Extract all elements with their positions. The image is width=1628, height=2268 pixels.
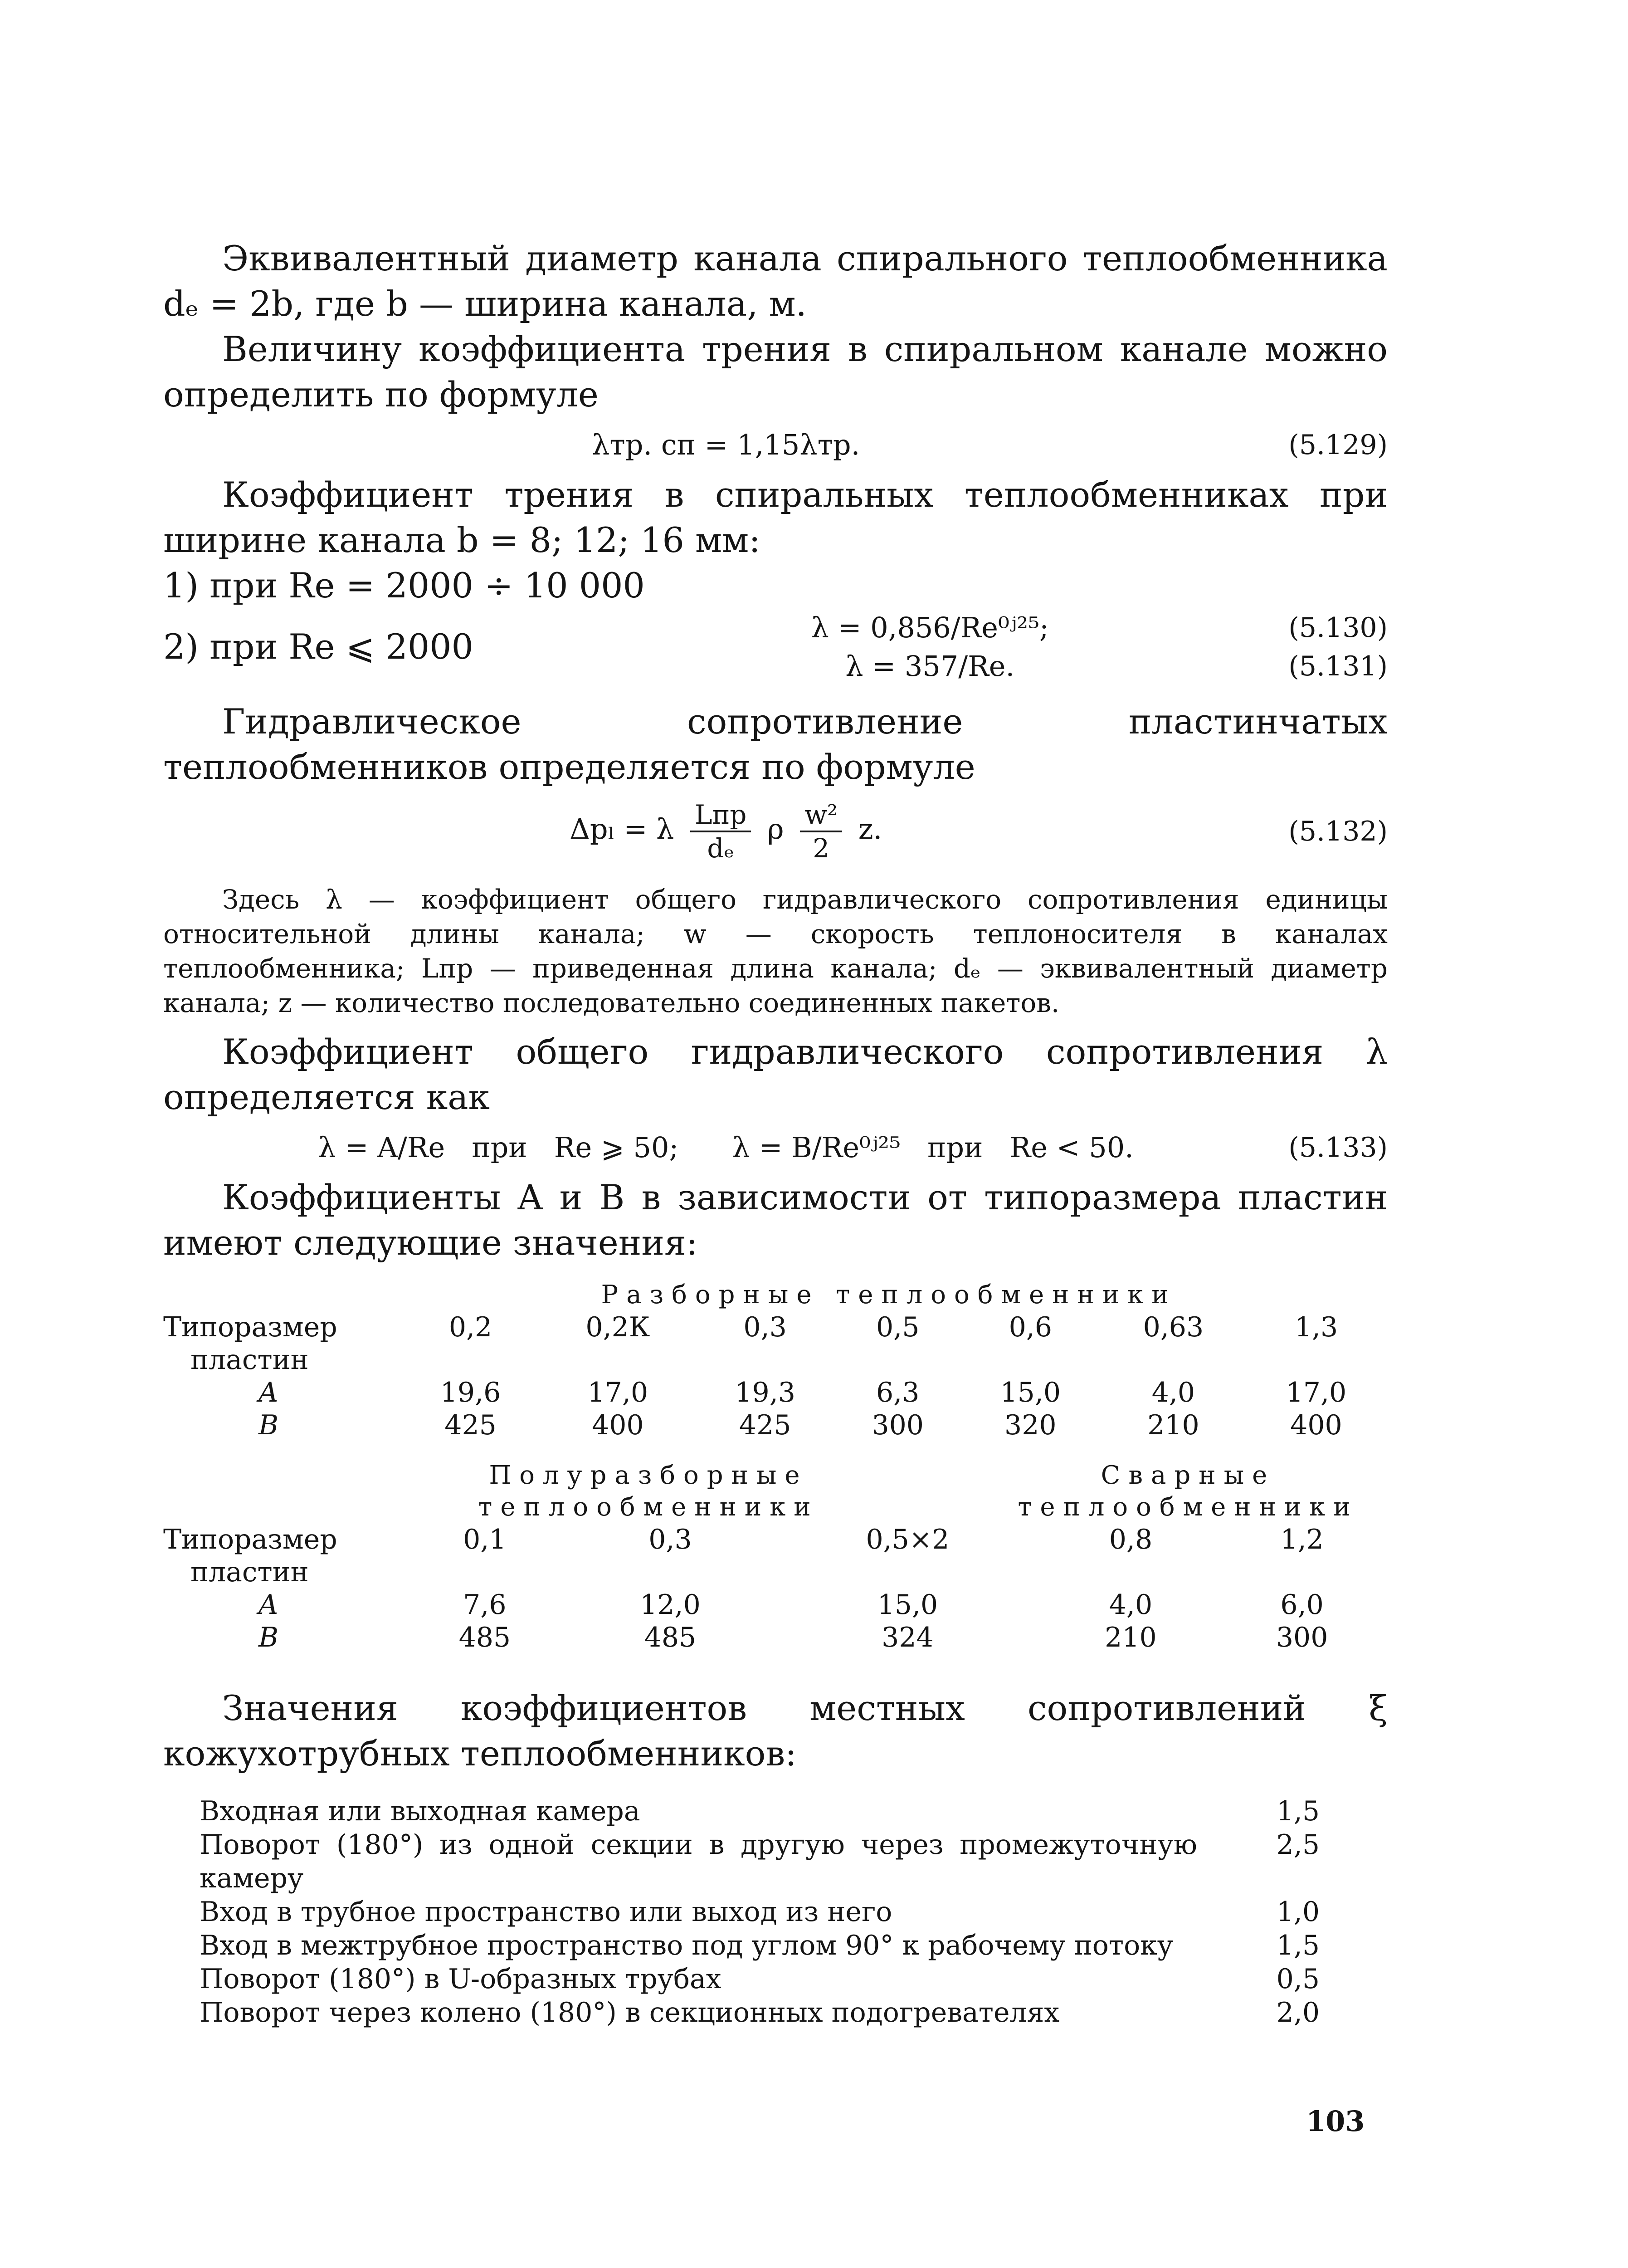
list-item [200, 1895, 1333, 1929]
list-item-text: Вход в межтрубное пространство под углом 90° к рабочему потоку [200, 1930, 1173, 1961]
list-item [200, 1962, 1333, 1996]
table-cell: 1,2 [1280, 1524, 1324, 1555]
coefficients-table [163, 1523, 1388, 1654]
table-row [163, 1376, 1388, 1409]
paragraph-plate-resistance: Гидравлическое сопротивление пластинчатых теплообменников определяется по формуле [163, 701, 1388, 787]
table-cell: 425 [739, 1409, 791, 1441]
table-cell: 1,3 [1294, 1311, 1338, 1343]
table-cell: 425 [444, 1409, 497, 1441]
row-label: пластин [190, 1344, 309, 1376]
list-item-value: 2,5 [1276, 1829, 1320, 1861]
table-cell: 4,0 [1151, 1377, 1195, 1408]
fraction-denominator: dₑ [707, 833, 734, 864]
table-collapsible-exchangers [163, 1279, 1388, 1442]
row-label: пластин [190, 1556, 309, 1588]
table-cell: 210 [1147, 1409, 1199, 1441]
list-item-text: Вход в трубное пространство или выход из него [200, 1896, 892, 1928]
list-item [200, 1794, 1333, 1828]
paragraph-definitions: Здесь λ — коэффициент общего гидравлического сопротивления единицы относительной длины канала; w — скорость теплоносителя в каналах теплообменника; Lпр — приведенная длина канала; dₑ — эквивалентный диаметр канала; z — количество последовательно соединенных пакетов. [163, 884, 1388, 1018]
page-number: 103 [1306, 2105, 1365, 2138]
table-cell: 6,3 [876, 1377, 920, 1408]
formula-5-131 [571, 650, 1388, 683]
fraction-velocity [800, 799, 842, 864]
table-cell: 485 [458, 1622, 511, 1653]
fraction-numerator: w² [800, 799, 842, 832]
coefficients-table [163, 1311, 1388, 1442]
table-cell: 6,0 [1280, 1589, 1324, 1621]
row-label: B [258, 1409, 279, 1441]
heading-welded: Сварные теплообменники [1018, 1461, 1359, 1522]
paragraph-equivalent-diameter: Эквивалентный диаметр канала спирального теплообменника dₑ = 2b, где b — ширина канала, м. [163, 238, 1388, 324]
page-content [163, 236, 1388, 2029]
list-item [200, 1828, 1333, 1895]
table-cell: 0,63 [1143, 1311, 1204, 1343]
table-cell: 17,0 [587, 1377, 648, 1408]
table-cell: 400 [1290, 1409, 1342, 1441]
table-cell: 0,2 [448, 1311, 492, 1343]
case-2: 2) при Re ⩽ 2000 [163, 626, 473, 667]
paragraph-spiral-friction: Коэффициент трения в спиральных теплообменниках при ширине канала b = 8; 12; 16 мм: [163, 474, 1388, 560]
table-row [163, 1344, 1388, 1376]
list-item-value: 1,0 [1276, 1896, 1320, 1928]
table-row [163, 1311, 1388, 1344]
fraction-length-diameter [690, 799, 751, 864]
list-item-value: 1,5 [1276, 1795, 1320, 1827]
list-item-text: Поворот (180°) из одной секции в другую через промежуточную камеру [200, 1829, 1197, 1894]
formula-expression [163, 799, 1288, 864]
case-1: 1) при Re = 2000 ÷ 10 000 [163, 565, 645, 606]
fraction-numerator: Lпр [690, 799, 751, 832]
case-formulas [163, 608, 1388, 685]
formula-5-133 [163, 1131, 1388, 1164]
table-row [163, 1589, 1388, 1621]
table-cell: 300 [872, 1409, 924, 1441]
heading-semi-collapsible: Полуразборные теплообменники [478, 1461, 819, 1522]
formula-number: (5.133) [1288, 1131, 1388, 1163]
row-label: A [258, 1377, 278, 1408]
table-cell: 0,2К [585, 1311, 650, 1343]
list-item [200, 1996, 1333, 2029]
row-label: Типоразмер [163, 1524, 337, 1555]
paragraph-total-resistance: Коэффициент общего гидравлического сопротивления λ определяется как [163, 1031, 1388, 1117]
table-cell: 210 [1105, 1622, 1157, 1653]
table-cell: 0,6 [1009, 1311, 1052, 1343]
table-cell: 320 [1004, 1409, 1057, 1441]
formula-number: (5.132) [1288, 816, 1388, 847]
table-cell: 0,5 [876, 1311, 920, 1343]
formula-number: (5.131) [1288, 650, 1388, 682]
list-item-text: Поворот (180°) в U-образных трубах [200, 1963, 721, 1995]
table-cell: 15,0 [1000, 1377, 1061, 1408]
table-cell: 19,3 [735, 1377, 795, 1408]
formula-expression: λ = 357/Re. [845, 650, 1015, 683]
formula-number: (5.130) [1288, 611, 1388, 644]
row-label: A [258, 1589, 278, 1621]
formula-expression: λᴛр. сп = 1,15λᴛр. [592, 428, 860, 461]
table-cell: 0,3 [743, 1311, 787, 1343]
table-headings [163, 1460, 1388, 1523]
list-item-text: Входная или выходная камера [200, 1795, 640, 1827]
table-heading: Разборные теплообменники [601, 1280, 1177, 1310]
table-row [163, 1523, 1388, 1556]
table-cell: 12,0 [640, 1589, 701, 1621]
table-cell: 300 [1276, 1622, 1328, 1653]
table-row [163, 1621, 1388, 1654]
paragraph-friction-intro: Величину коэффициента трения в спиральном канале можно определить по формуле [163, 329, 1388, 415]
fraction-denominator: 2 [813, 833, 830, 864]
table-cell: 0,1 [463, 1524, 507, 1555]
table-cell: 400 [592, 1409, 644, 1441]
list-item-value: 0,5 [1276, 1963, 1320, 1995]
formula-density: ρ [767, 812, 784, 846]
table-cell: 15,0 [877, 1589, 938, 1621]
formula-5-130 [571, 611, 1388, 644]
local-resistance-list [200, 1794, 1333, 2029]
paragraph-coefficients: Коэффициенты A и B в зависимости от типоразмера пластин имеют следующие значения: [163, 1177, 1388, 1263]
table-cell: 4,0 [1109, 1589, 1153, 1621]
formula-number: (5.129) [1288, 429, 1388, 461]
table-semi-welded-exchangers [163, 1460, 1388, 1654]
formula-rhs: z. [858, 812, 882, 846]
row-label: Типоразмер [163, 1311, 337, 1343]
table-cell: 7,6 [463, 1589, 507, 1621]
table-cell: 324 [882, 1622, 934, 1653]
case-formula-group [571, 608, 1388, 685]
table-cell: 0,3 [648, 1524, 692, 1555]
list-item-value: 1,5 [1276, 1930, 1320, 1961]
table-cell: 0,5×2 [866, 1524, 950, 1555]
paragraph-local-resistances: Значения коэффициентов местных сопротивлений ξ кожухотрубных теплообменников: [163, 1688, 1388, 1774]
row-label: B [258, 1622, 279, 1653]
formula-expression: λ = 0,856/Re⁰ʲ²⁵; [811, 611, 1049, 644]
table-row [163, 1409, 1388, 1442]
formula-5-129 [163, 428, 1388, 461]
list-item-text: Поворот через колено (180°) в секционных подогревателях [200, 1997, 1060, 2028]
table-cell: 19,6 [440, 1377, 501, 1408]
table-cell: 0,8 [1109, 1524, 1153, 1555]
table-cell: 17,0 [1286, 1377, 1347, 1408]
list-item [200, 1929, 1333, 1962]
formula-expression: λ = A/Re при Re ⩾ 50; λ = B/Re⁰ʲ²⁵ при Re < 50. [318, 1131, 1134, 1164]
table-cell: 485 [644, 1622, 697, 1653]
list-item-value: 2,0 [1276, 1997, 1320, 2028]
formula-5-132 [163, 799, 1388, 864]
formula-lhs: Δpₗ = λ [570, 812, 674, 846]
table-row [163, 1556, 1388, 1589]
